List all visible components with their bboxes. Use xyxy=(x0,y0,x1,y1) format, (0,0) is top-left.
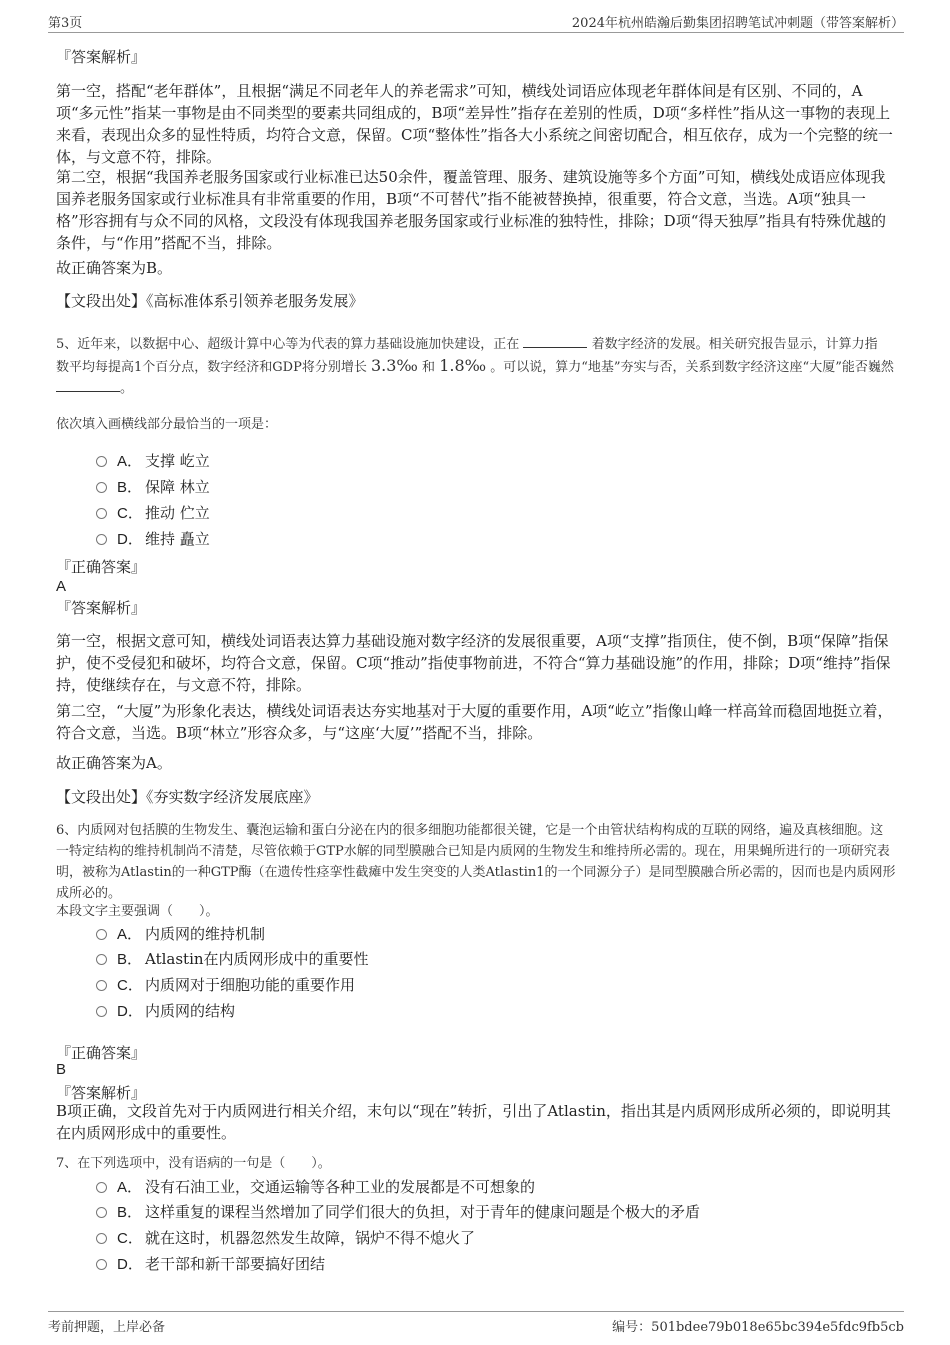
q6-analysis: B项正确，文段首先对于内质网进行相关介绍，末句以“现在”转折，引出了Atlastin，指出其是内质网形成所必须的，即说明其在内质网形成中的重要性。 xyxy=(56,1102,891,1142)
q6-correct-label: 『正确答案』 xyxy=(56,1044,147,1062)
radio-icon[interactable] xyxy=(96,534,107,545)
q5-math-value-2: 1.8‰ xyxy=(439,356,487,375)
q5-option-c[interactable] xyxy=(96,502,210,525)
document-title: 2024年杭州皓瀚后勤集团招聘笔试冲刺题（带答案解析） xyxy=(571,16,904,31)
q5-analysis-para1: 第一空，根据文意可知，横线处词语表达算力基础设施对数字经济的发展很重要，A项“支撑”指顶住，使不倒，B项“保障”指保护，使不受侵犯和破坏，均符合文意，保留。C项“推动”指使事物前进，不符合“算力基础设施”的作用，排除；D项“维持”指保持，使继续存在，与文意不符，排除。 xyxy=(56,632,891,694)
q5-math-value-1: 3.3‰ xyxy=(370,356,418,375)
radio-icon[interactable] xyxy=(96,1006,107,1017)
q4-source: 【文段出处】《高标准体系引领养老服务发展》 xyxy=(56,292,364,310)
option-letter: D． xyxy=(117,531,143,548)
q5-analysis-label: 『答案解析』 xyxy=(56,599,147,617)
option-letter: A． xyxy=(117,453,143,470)
q5-stem-part1: 5、近年来，以数据中心、超级计算中心等为代表的算力基础设施加快建设，正在 xyxy=(56,337,520,352)
q5-option-a[interactable] xyxy=(96,450,210,473)
option-text: 推动 伫立 xyxy=(145,504,210,522)
radio-icon[interactable] xyxy=(96,1233,107,1244)
q5-analysis-para2: 第二空，“大厦”为形象化表达，横线处词语表达夯实地基对于大厦的重要作用，A项“屹立”指像山峰一样高耸而稳固地挺立着，符合文意，当选。B项“林立”形容众多，与“这座‘大厦’”搭配不当，排除。 xyxy=(56,702,893,742)
option-letter: D． xyxy=(117,1256,143,1273)
q5-stem-part3: 数平均每提高1个百分点，数字经济和GDP将分别增长 xyxy=(56,360,367,375)
q4-analysis-para1: 第一空，搭配“老年群体”，且根据“满足不同老年人的养老需求”可知，横线处词语应体现老年群体间是有区别、不同的，A项“多元性”指某一事物是由不同类型的要素共同组成的，B项“差异性”指存在差别的性质，D项“多样性”指从这一事物的表现上来看，表现出众多的显性特质，均符合文意，保留。C项“整体性”指各大小系统之间密切配合，相互依存，成为一个完整的统一体，与文意不符，排除。 xyxy=(56,82,893,166)
option-letter: C． xyxy=(117,505,143,522)
option-text: 这样重复的课程当然增加了同学们很大的负担，对于青年的健康问题是个极大的矛盾 xyxy=(145,1203,701,1221)
option-text: 没有石油工业，交通运输等各种工业的发展都是不可想象的 xyxy=(145,1178,536,1196)
q5-option-d[interactable] xyxy=(96,528,210,551)
option-text: 内质网对于细胞功能的重要作用 xyxy=(145,976,356,994)
q4-analysis-para2: 第二空，根据“我国养老服务国家或行业标准已达50余件，覆盖管理、服务、建筑设施等多个方面”可知，横线处成语应体现我国养老服务国家或行业标准具有非常重要的作用，B项“不可替代”指不能被替换掉，很重要，符合文意，当选。A项“独具一格”形容拥有与众不同的风格，文段没有体现我国养老服务国家或行业标准的独特性，排除；D项“得天独厚”指具有特殊优越的条件，与“作用”搭配不当，排除。 xyxy=(56,168,887,252)
q5-correct-answer: A xyxy=(56,578,67,595)
option-letter: A． xyxy=(117,1179,143,1196)
q5-stem-end: 。 xyxy=(120,381,134,396)
q6-option-d[interactable] xyxy=(96,1000,235,1023)
option-text: Atlastin在内质网形成中的重要性 xyxy=(145,950,369,968)
q6-prompt: 本段文字主要强调（ ）。 xyxy=(56,904,219,919)
q5-blank-2 xyxy=(56,379,120,392)
page-label: 第3页 xyxy=(48,16,83,31)
q7-option-c[interactable] xyxy=(96,1227,475,1250)
option-text: 保障 林立 xyxy=(145,478,210,496)
footer-note: 考前押题，上岸必备 xyxy=(48,1320,166,1335)
q6-analysis-label: 『答案解析』 xyxy=(56,1084,147,1102)
page-header xyxy=(48,10,904,33)
radio-icon[interactable] xyxy=(96,1182,107,1193)
q5-and: 和 xyxy=(422,360,436,375)
q7-stem: 7、在下列选项中，没有语病的一句是（ ）。 xyxy=(56,1156,331,1171)
radio-icon[interactable] xyxy=(96,954,107,965)
radio-icon[interactable] xyxy=(96,1207,107,1218)
option-text: 就在这时，机器忽然发生故障，锅炉不得不熄火了 xyxy=(145,1229,476,1247)
radio-icon[interactable] xyxy=(96,1259,107,1270)
radio-icon[interactable] xyxy=(96,482,107,493)
q5-stem-part2: 着数字经济的发展。相关研究报告显示，计算力指 xyxy=(591,337,878,352)
q5-stem xyxy=(56,334,896,399)
q5-stem-part4: 。可以说，算力“地基”夯实与否，关系到数字经济这座“大厦”能否巍然 xyxy=(490,360,894,375)
option-letter: B． xyxy=(117,951,143,968)
radio-icon[interactable] xyxy=(96,456,107,467)
q5-conclusion: 故正确答案为A。 xyxy=(56,754,172,772)
option-text: 内质网的维持机制 xyxy=(145,925,266,943)
radio-icon[interactable] xyxy=(96,929,107,940)
q6-option-b[interactable] xyxy=(96,948,369,971)
option-letter: A． xyxy=(117,926,143,943)
option-text: 维持 矗立 xyxy=(145,530,210,548)
q5-option-b[interactable] xyxy=(96,476,210,499)
radio-icon[interactable] xyxy=(96,980,107,991)
option-text: 老干部和新干部要搞好团结 xyxy=(145,1255,326,1273)
option-text: 内质网的结构 xyxy=(145,1002,236,1020)
document-code: 编号：501bdee79b018e65bc394e5fdc9fb5cb xyxy=(612,1320,904,1335)
option-letter: D． xyxy=(117,1003,143,1020)
q5-source: 【文段出处】《夯实数字经济发展底座》 xyxy=(56,788,319,806)
q7-option-b[interactable] xyxy=(96,1201,700,1224)
q5-blank-1 xyxy=(523,335,587,348)
radio-icon[interactable] xyxy=(96,508,107,519)
q5-correct-label: 『正确答案』 xyxy=(56,558,147,576)
option-letter: B． xyxy=(117,479,143,496)
option-text: 支撑 屹立 xyxy=(145,452,210,470)
q7-option-d[interactable] xyxy=(96,1253,325,1276)
q7-option-a[interactable] xyxy=(96,1176,535,1199)
q4-conclusion: 故正确答案为B。 xyxy=(56,259,173,277)
option-letter: C． xyxy=(117,1230,143,1247)
q6-stem: 6、内质网对包括膜的生物发生、囊泡运输和蛋白分泌在内的很多细胞功能都很关键，它是一个由管状结构构成的互联的网络，遍及真核细胞。这一特定结构的维持机制尚不清楚，尽管依赖于GTP水解的同型膜融合已知是内质网的生物发生和维持所必需的。现在，用果蝇所进行的一项研究表明，被称为Atlastin的一种GTP酶（在遗传性痉挛性截瘫中发生突变的人类Atlastin1的一个同源分子）是同型膜融合所必需的，因而也是内质网形成所必的。 xyxy=(56,823,896,901)
q6-correct-answer: B xyxy=(56,1061,67,1078)
q6-option-c[interactable] xyxy=(96,974,355,997)
q5-prompt: 依次填入画横线部分最恰当的一项是： xyxy=(56,417,278,432)
option-letter: B． xyxy=(117,1204,143,1221)
page-footer xyxy=(48,1311,904,1342)
option-letter: C． xyxy=(117,977,143,994)
q4-analysis-label: 『答案解析』 xyxy=(56,48,147,66)
q6-option-a[interactable] xyxy=(96,923,265,946)
